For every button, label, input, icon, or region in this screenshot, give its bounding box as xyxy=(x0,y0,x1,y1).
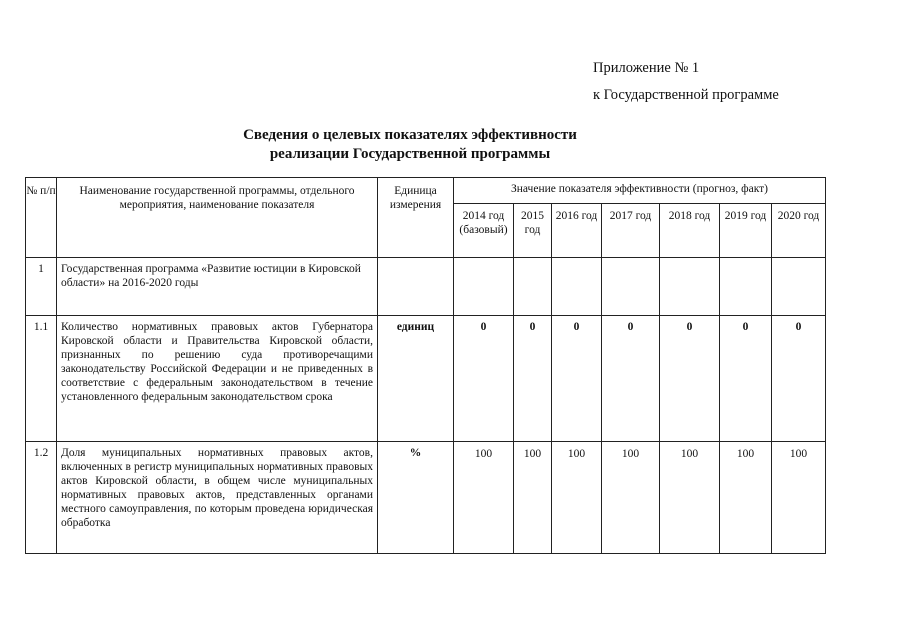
header-year-2017: 2017 год xyxy=(602,204,660,258)
appendix-number: Приложение № 1 xyxy=(593,60,700,76)
row-value: 0 xyxy=(720,316,772,442)
row-name: Доля муниципальных нормативных правовых актов, включенных в регистр муниципальных нормативных правовых актов Кировской области, в общем числе муниципальных нормативных правовых актов, представленных органами местного самоуправления, по которым проведена юридическая обработка xyxy=(57,442,378,554)
row-value: 100 xyxy=(772,442,826,554)
row-value: 100 xyxy=(514,442,552,554)
row-value: 0 xyxy=(514,316,552,442)
row-value: 100 xyxy=(602,442,660,554)
row-num: 1.2 xyxy=(26,442,57,554)
document-title xyxy=(110,126,710,164)
row-value: 0 xyxy=(602,316,660,442)
title-line-2: реализации Государственной программы xyxy=(269,146,551,162)
appendix-reference: к Государственной программе xyxy=(593,87,779,103)
row-num: 1.1 xyxy=(26,316,57,442)
row-value xyxy=(514,258,552,316)
row-unit: единиц xyxy=(378,316,454,442)
row-value: 100 xyxy=(660,442,720,554)
header-year-2019: 2019 год xyxy=(720,204,772,258)
table-row xyxy=(26,442,826,554)
row-num: 1 xyxy=(26,258,57,316)
header-unit: Единица измерения xyxy=(378,178,454,258)
header-name: Наименование государственной программы, отдельного мероприятия, наименование показателя xyxy=(57,178,378,258)
header-year-2014: 2014 год (базовый) xyxy=(454,204,514,258)
header-year-2016: 2016 год xyxy=(552,204,602,258)
row-value: 100 xyxy=(720,442,772,554)
header-year-2018: 2018 год xyxy=(660,204,720,258)
header-values-group: Значение показателя эффективности (прогноз, факт) xyxy=(454,178,826,204)
indicators-table xyxy=(25,177,826,554)
header-year-2020: 2020 год xyxy=(772,204,826,258)
row-value: 0 xyxy=(454,316,514,442)
row-value: 100 xyxy=(454,442,514,554)
table-row xyxy=(26,258,826,316)
row-value: 0 xyxy=(660,316,720,442)
row-name: Государственная программа «Развитие юстиции в Кировской области» на 2016-2020 годы xyxy=(57,258,378,316)
row-value: 100 xyxy=(552,442,602,554)
header-num: № п/п xyxy=(26,178,57,258)
row-value xyxy=(552,258,602,316)
row-unit: % xyxy=(378,442,454,554)
row-value xyxy=(772,258,826,316)
row-value xyxy=(660,258,720,316)
table-row xyxy=(26,316,826,442)
row-value xyxy=(602,258,660,316)
header-year-2015: 2015 год xyxy=(514,204,552,258)
title-line-1: Сведения о целевых показателях эффективности xyxy=(243,127,577,143)
row-value xyxy=(454,258,514,316)
row-value: 0 xyxy=(772,316,826,442)
row-value xyxy=(720,258,772,316)
row-value: 0 xyxy=(552,316,602,442)
row-unit xyxy=(378,258,454,316)
row-name: Количество нормативных правовых актов Губернатора Кировской области и Правительства Кировской области, признанных по решению суда противоречащими законодательству Российской Федерации и не приведенных в соответствие с федеральным законодательством в течение установленного федеральным законодательством срока xyxy=(57,316,378,442)
